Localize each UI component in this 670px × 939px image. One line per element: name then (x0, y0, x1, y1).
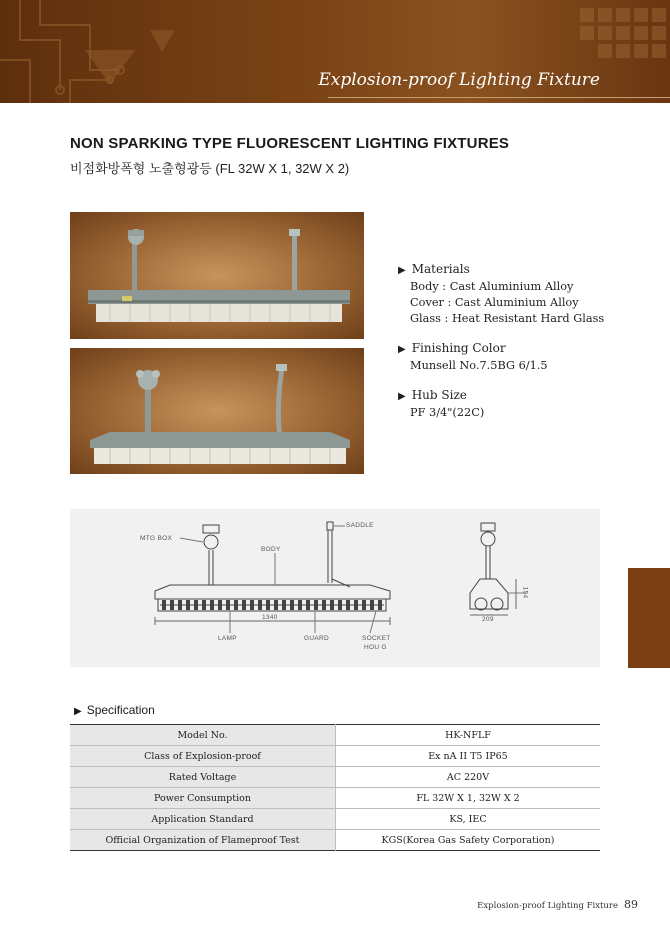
triangle-right-icon: ▶ (398, 265, 406, 276)
product-photo-double (70, 348, 364, 474)
spec-group-title: Materials (411, 262, 470, 276)
spec-group-finishing-color (398, 341, 638, 374)
banner-divider (328, 97, 670, 98)
product-title: NON SPARKING TYPE FLUORESCENT LIGHTING FIXTURES (70, 135, 510, 152)
spec-group-hub-size (398, 388, 638, 421)
label-saddle: SADDLE (346, 522, 374, 529)
table-cell-param: Official Organization of Flameproof Test (70, 830, 336, 851)
specification-heading: ▶ Specification (74, 703, 155, 717)
table-row (70, 809, 600, 830)
label-socket: SOCKET (362, 635, 391, 642)
header-banner (0, 0, 670, 103)
table-row (70, 725, 600, 746)
technical-drawing (70, 509, 600, 667)
triangle-right-icon: ▶ (398, 344, 406, 355)
table-cell-param: Model No. (70, 725, 336, 746)
table-cell-param: Power Consumption (70, 788, 336, 809)
product-photo-single (70, 212, 364, 339)
table-cell-value: KGS(Korea Gas Safety Corporation) (381, 834, 555, 846)
chapter-side-tab (628, 568, 670, 668)
spec-line: Munsell No.7.5BG 6/1.5 (410, 359, 548, 372)
label-guard: GUARD (304, 635, 329, 642)
spec-group-materials (398, 262, 638, 327)
label-mtg-box: MTG BOX (140, 535, 173, 542)
table-cell-value: Ex nA II T5 IP65 (336, 746, 601, 767)
table-cell-param: Application Standard (70, 809, 336, 830)
banner-title: Explosion-proof Lighting Fixture (318, 70, 600, 90)
triangle-right-icon: ▶ (74, 706, 82, 717)
table-row (70, 767, 600, 788)
label-width: 209 (482, 616, 494, 623)
spec-line: Glass : Heat Resistant Hard Glass (410, 312, 605, 325)
label-length: 1340 (262, 614, 278, 621)
specification-table (70, 724, 600, 851)
table-row (70, 830, 600, 851)
table-cell-value: FL 32W X 1, 32W X 2 (336, 788, 601, 809)
spec-line: Cover : Cast Aluminium Alloy (410, 296, 579, 309)
table-cell-param: Class of Explosion-proof (70, 746, 336, 767)
product-subtitle: 비점화방폭형 노출형광등 (FL 32W X 1, 32W X 2) (70, 161, 350, 176)
table-cell-value: HK-NFLF (336, 725, 601, 746)
table-cell-param: Rated Voltage (70, 767, 336, 788)
label-housing: HOU G (364, 644, 387, 651)
label-body: BODY (261, 546, 281, 553)
spec-group-title: Hub Size (411, 388, 467, 402)
specs-list (398, 262, 638, 435)
label-lamp: LAMP (218, 635, 237, 642)
page-footer (477, 898, 638, 911)
footer-text: Explosion-proof Lighting Fixture (477, 901, 618, 911)
spec-line: Body : Cast Aluminium Alloy (410, 280, 574, 293)
table-cell-value: KS, IEC (336, 809, 601, 830)
table-cell-value: AC 220V (336, 767, 601, 788)
page-number: 89 (624, 898, 638, 911)
spec-line: PF 3/4"(22C) (410, 406, 485, 419)
spec-group-title: Finishing Color (411, 341, 506, 355)
table-row (70, 788, 600, 809)
label-height: 154 (521, 586, 529, 599)
triangle-right-icon: ▶ (398, 391, 406, 402)
table-row (70, 746, 600, 767)
